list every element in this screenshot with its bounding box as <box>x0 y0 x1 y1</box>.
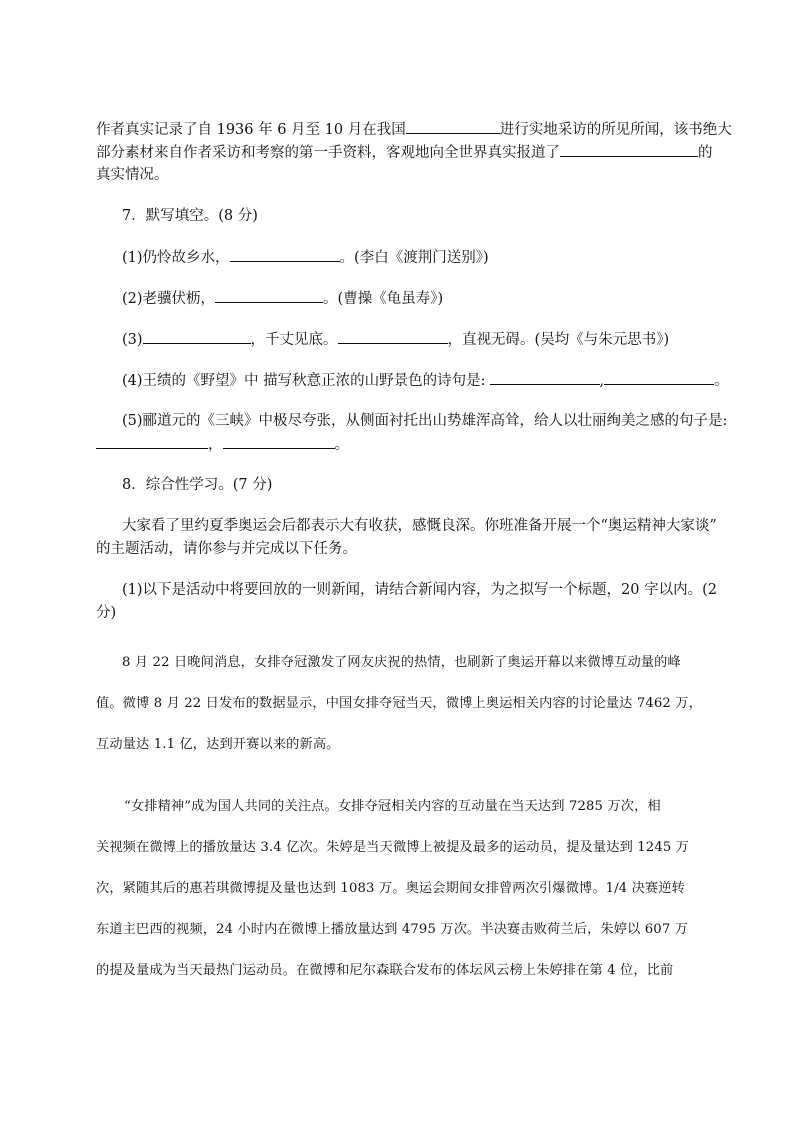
intro-text-3: 部分素材来自作者采访和考察的第一手资料，客观地向全世界真实报道了 <box>96 145 560 161</box>
q7-item2-prefix: (2)老骥伏枥， <box>122 291 216 307</box>
news-p1-line-1: 8 月 22 日晚间消息，女排夺冠激发了网友庆祝的热情，也刷新了奥运开幕以来微博互动量的峰 <box>122 655 681 670</box>
answer-blank[interactable] <box>215 287 323 303</box>
q7-item4-prefix: (4)王绩的《野望》中 描写秋意正浓的山野景色的诗句是: <box>122 373 486 389</box>
answer-blank[interactable] <box>604 369 714 385</box>
answer-blank[interactable] <box>490 369 600 385</box>
q7-item1-prefix: (1)仍怜故乡水， <box>122 250 230 266</box>
q7-item5-separator: ， <box>208 437 223 453</box>
news-p2-line-1: “女排精神”成为国人共同的关注点。女排夺冠相关内容的互动量在当天达到 7285 万次，相 <box>124 799 661 814</box>
q7-item-4 <box>122 369 729 392</box>
q7-item-5-line-1: (5)郦道元的《三峡》中极尽夸张，从侧面衬托出山势雄浑高耸，给人以壮丽绚美之感的句子是: <box>122 413 728 429</box>
intro-text-4: 的 <box>698 145 713 161</box>
q7-item-5-line-2 <box>96 433 349 456</box>
q8-intro-line-2: 的主题活动，请你参与并完成以下任务。 <box>96 541 357 557</box>
answer-blank[interactable] <box>406 118 500 134</box>
q7-item1-suffix: 。(李白《渡荆门送别》) <box>339 250 489 266</box>
news-p2-line-2: 关视频在微博上的播放量达 3.4 亿次。朱婷是当天微博上被提及最多的运动员，提及量达到 1245 万 <box>96 840 690 855</box>
q7-item-3 <box>122 328 669 351</box>
q7-item5-end: 。 <box>334 437 349 453</box>
intro-line-3 <box>96 164 169 186</box>
q7-item4-separator: , <box>599 373 605 389</box>
answer-blank[interactable] <box>223 433 335 449</box>
news-p2-line-5: 的提及量成为当天最热门运动员。在微博和尼尔森联合发布的体坛风云榜上朱婷排在第 4 位，比前 <box>96 963 674 978</box>
q7-heading: 7．默写填空。(8 分) <box>122 208 258 224</box>
news-p1-line-3: 互动量达 1.1 亿，达到开赛以来的新高。 <box>96 737 340 752</box>
intro-text-1: 作者真实记录了自 1936 年 6 月至 10 月在我国 <box>96 122 406 138</box>
news-p1-line-2: 值。微博 8 月 22 日发布的数据显示，中国女排夺冠当天，微博上奥运相关内容的讨论量达 7462 万， <box>96 696 702 711</box>
answer-blank[interactable] <box>143 328 251 344</box>
q7-item2-suffix: 。(曹操《龟虽寿》) <box>323 291 444 307</box>
answer-blank[interactable] <box>230 246 340 262</box>
news-p2-line-4: 东道主巴西的视频，24 小时内在微博上播放量达到 4795 万次。半决赛击败荷兰后，朱婷以 607 万 <box>96 922 689 937</box>
news-p2-line-3: 次，紧随其后的惠若琪微博提及量也达到 1083 万。奥运会期间女排曾两次引爆微博。1/4 决赛逆转 <box>96 881 686 896</box>
answer-blank[interactable] <box>560 141 698 157</box>
q7-item3-suffix: ，直视无碍。(吴均《与朱元思书》) <box>447 332 670 348</box>
q7-item-1 <box>122 246 489 269</box>
q8-intro-line-1: 大家看了里约夏季奥运会后都表示大有收获，感慨良深。你班准备开展一个“奥运精神大家谈” <box>122 518 717 534</box>
answer-blank[interactable] <box>338 328 448 344</box>
intro-line-2 <box>96 141 713 164</box>
q7-item3-middle: ，千丈见底。 <box>250 332 338 348</box>
answer-blank[interactable] <box>96 433 208 449</box>
q7-item3-prefix: (3) <box>122 332 143 348</box>
q7-item-2 <box>122 287 443 310</box>
intro-line-1 <box>96 118 732 141</box>
q8-heading: 8．综合性学习。(7 分) <box>122 477 273 493</box>
q8-task1-line-2: 分) <box>96 605 117 621</box>
intro-text-5: 真实情况。 <box>96 167 169 183</box>
q7-item4-end: 。 <box>714 373 729 389</box>
intro-text-2: 进行实地采访的所见所闻，该书绝大 <box>499 122 732 138</box>
q8-task1-line-1: (1)以下是活动中将要回放的一则新闻，请结合新闻内容，为之拟写一个标题，20 字以内。(2 <box>122 582 717 598</box>
